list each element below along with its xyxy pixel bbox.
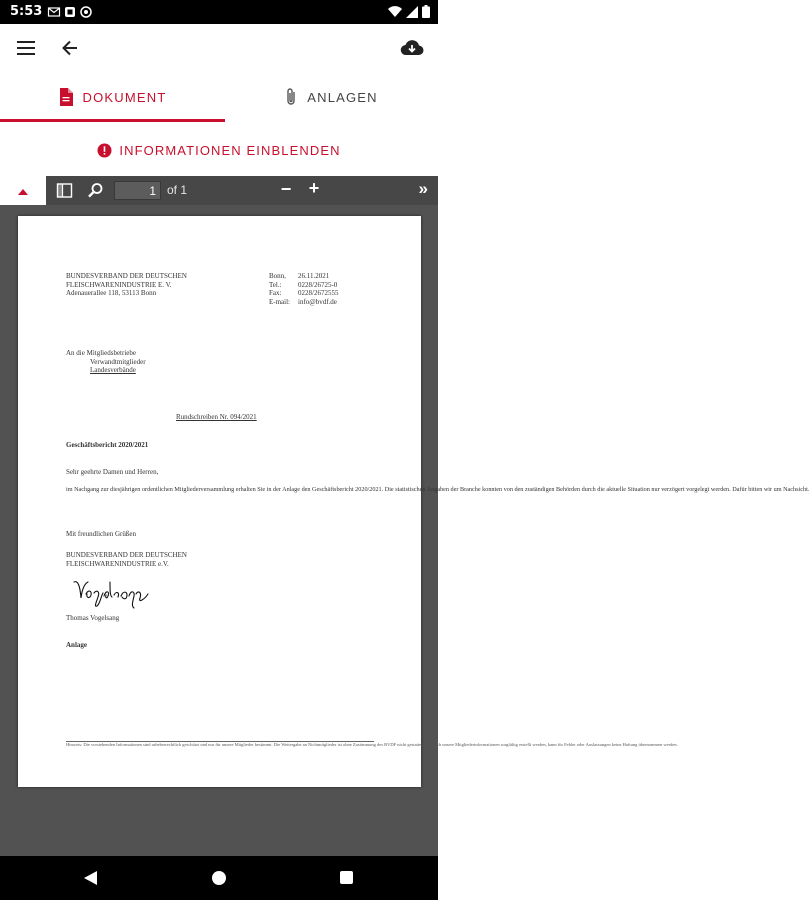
battery-icon [422,5,430,18]
closing-organization: BUNDESVERBAND DER DEUTSCHEN FLEISCHWARENINDUSTRIE e.V. [66,551,187,568]
caret-up-icon [18,189,28,195]
show-information-button[interactable] [0,135,438,165]
cloud-download-icon[interactable] [400,37,424,59]
contact-labels: Bonn, Tel.: Fax: E-mail: [269,272,290,306]
notification-icons [48,6,92,18]
closing: Mit freundlichen Grüßen [66,530,136,538]
wifi-icon [388,6,402,18]
system-navigation-bar [0,856,438,900]
pdf-toolbar [0,176,438,205]
app-bar [0,24,438,72]
back-arrow-icon[interactable] [60,38,80,58]
sender-address: BUNDESVERBAND DER DEUTSCHEN FLEISCHWARENINDUSTRIE E. V. Adenauerallee 118, 53113 Bonn [66,272,187,297]
recipients: An die Mitgliedsbetriebe Verwandtmitglieder Landesverbände [66,349,146,374]
page-number-input[interactable] [114,181,161,200]
tab-dokument[interactable] [0,72,225,122]
system-icons [388,5,430,18]
document-icon [59,88,73,106]
tab-bar [0,72,438,122]
enclosure-label: Anlage [66,641,87,649]
status-time: 5:53 [10,4,43,19]
zoom-in-button[interactable]: + [308,178,320,198]
page-total: of 1 [167,183,188,197]
search-icon[interactable] [87,182,104,199]
collapse-toolbar-button[interactable] [0,176,46,207]
body-text: im Nachgang zur diesjährigen ordentlichen Mitgliederversammlung erhalten Sie in der Anlage den Geschäftsbericht 2020/2021. Die statistischen Angaben der Branche konnten von den zuständigen Behörden durch die aktuelle Situation nur verzögert vorgelegt werden. Dafür bitten wir um Nachsicht. [66,486,809,493]
info-circle-icon [97,143,112,158]
signatory-name: Thomas Vogelsang [66,614,120,622]
app-icon [64,6,76,18]
nav-home-icon[interactable] [212,871,226,885]
show-information-label: INFORMATIONEN EINBLENDEN [119,142,341,158]
paperclip-icon [285,87,297,107]
nav-back-icon[interactable] [84,871,97,885]
tab-anlagen[interactable] [225,72,438,122]
tab-anlagen-label: ANLAGEN [307,89,378,105]
subject-line: Geschäftsbericht 2020/2021 [66,441,149,449]
reference-number: Rundschreiben Nr. 094/2021 [176,413,257,421]
nav-recents-icon[interactable] [340,871,353,884]
menu-icon[interactable] [16,38,38,58]
sidebar-icon[interactable] [56,182,73,199]
gmail-icon [48,6,60,18]
tab-indicator [0,119,225,122]
status-bar [0,0,438,24]
pdf-viewer[interactable] [0,205,809,856]
tab-dokument-label: DOKUMENT [82,89,167,105]
salutation: Sehr geehrte Damen und Herren, [66,468,159,476]
contact-values: 26.11.2021 0228/26725-0 0228/2672555 info@bvdf.de [298,272,339,306]
footnote: Hinweis: Die vorstehenden Informationen sind urheberrechtlich geschützt und nur für unsere Mitglieder bestimmt. Die Weitergabe an Nichtmitglieder ist ohne Zustimmung des BVDF nicht gestattet. Obgleich unsere Mitgliederinformationen sorgfältig erstellt werden, kann für Fehler oder Auslassungen keine Haftung übernommen werden. [66,742,678,747]
signal-icon [406,6,418,18]
pdf-page [18,216,809,787]
more-tools-button[interactable]: » [418,179,428,198]
circle-icon [80,6,92,18]
zoom-out-button[interactable]: − [280,179,292,199]
handwritten-signature [72,576,152,612]
